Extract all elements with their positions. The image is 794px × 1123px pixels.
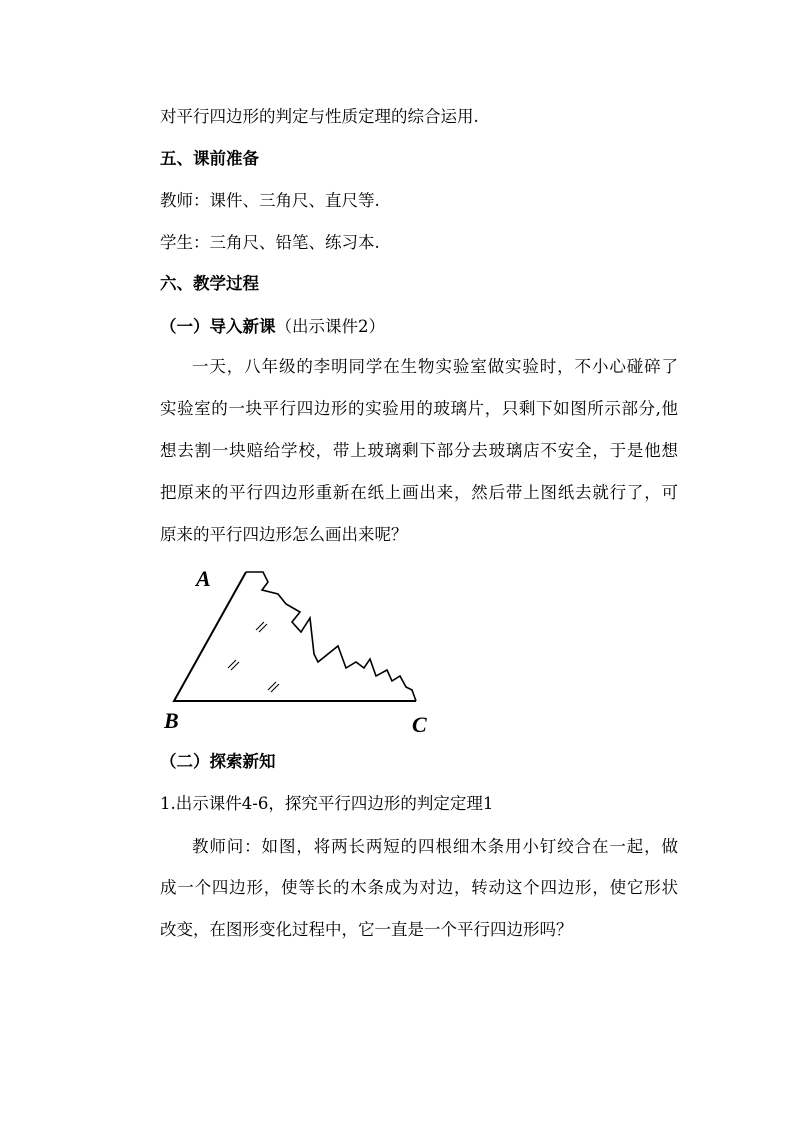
step-1-line: 1.出示课件4-6，探究平行四边形的判定定理1 xyxy=(160,794,494,813)
section-title-explore: （二）探索新知 xyxy=(160,752,276,771)
heading-preparation: 五、课前准备 xyxy=(160,149,259,168)
glass-straight-edges xyxy=(174,572,416,701)
teacher-prep-line: 教师：课件、三角尺、直尺等. xyxy=(160,191,380,210)
broken-glass-diagram xyxy=(160,560,460,740)
glass-broken-edge xyxy=(246,572,416,701)
story-line-2: 实验室的一块平行四边形的实验用的玻璃片，只剩下如图所示部分,他 xyxy=(160,399,678,418)
vertex-label-a: A xyxy=(196,566,211,591)
glass-reflection-marks xyxy=(228,622,279,692)
section-title-intro-label: （一）导入新课 xyxy=(160,317,276,336)
vertex-label-b: B xyxy=(164,708,179,733)
student-prep-line: 学生：三角尺、铅笔、练习本. xyxy=(160,233,380,252)
text-line: 对平行四边形的判定与性质定理的综合运用. xyxy=(160,107,479,126)
question-line-1: 教师问：如图，将两长两短的四根细木条用小钉绞合在一起，做 xyxy=(192,837,678,856)
question-line-3: 改变，在图形变化过程中，它一直是一个平行四边形吗？ xyxy=(160,920,573,939)
story-line-4: 把原来的平行四边形重新在纸上画出来，然后带上图纸去就行了，可 xyxy=(160,483,678,502)
story-line-1: 一天，八年级的李明同学在生物实验室做实验时，不小心碰碎了 xyxy=(192,357,678,376)
heading-process: 六、教学过程 xyxy=(160,274,259,293)
broken-glass-figure xyxy=(160,560,460,740)
section-title-intro-note: （出示课件2） xyxy=(275,317,385,336)
question-line-2: 成一个四边形，使等长的木条成为对边，转动这个四边形，使它形状 xyxy=(160,878,678,897)
vertex-label-c: C xyxy=(412,712,427,737)
section-title-intro xyxy=(160,316,385,338)
story-line-3: 想去割一块赔给学校，带上玻璃剩下部分去玻璃店不安全，于是他想 xyxy=(160,441,678,460)
story-line-5: 原来的平行四边形怎么画出来呢？ xyxy=(160,525,408,544)
